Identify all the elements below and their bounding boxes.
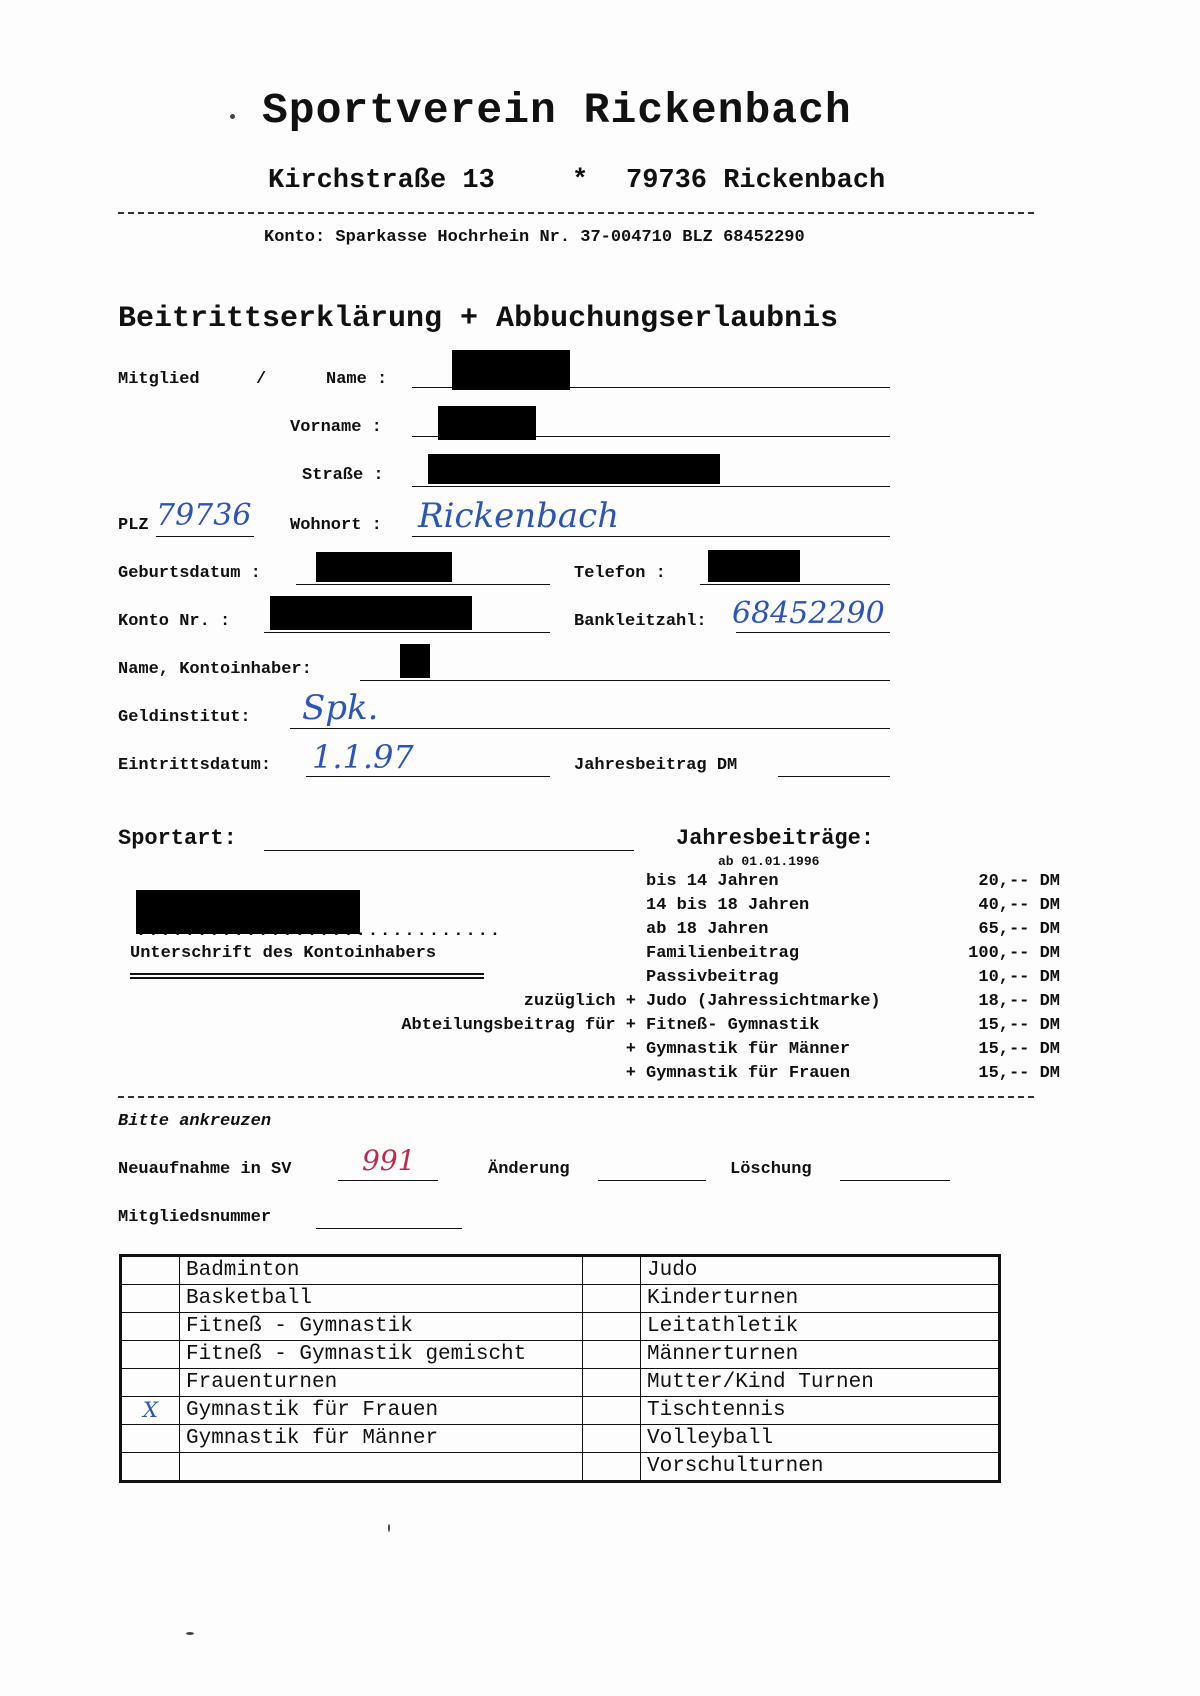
signature-dots: .............................. [136, 922, 503, 941]
checkbox-cell-left[interactable] [121, 1425, 180, 1453]
neuaufnahme-handwritten: 991 [362, 1144, 416, 1177]
sport-name-right: Judo [641, 1256, 1000, 1285]
table-row [121, 1285, 1000, 1313]
sport-name-left: Fitneß - Gymnastik [180, 1313, 583, 1341]
sport-name-right: Leitathletik [641, 1313, 1000, 1341]
checkbox-cell-left[interactable] [121, 1256, 180, 1285]
loeschung-label: Löschung [730, 1160, 812, 1179]
plz-label: PLZ [118, 516, 149, 535]
instruction-text: Bitte ankreuzen [118, 1112, 272, 1131]
fee-prefix: + [625, 1040, 636, 1059]
strasse-label: Straße : [302, 466, 384, 485]
wohnort-label: Wohnort : [290, 516, 382, 535]
form-heading: Beitrittserklärung + Abbuchungserlaubnis [118, 302, 839, 336]
geburtsdatum-field[interactable] [296, 584, 550, 585]
strasse-field[interactable] [412, 486, 890, 487]
fees-since: ab 01.01.1996 [718, 854, 820, 869]
eintrittsdatum-label: Eintrittsdatum: [118, 756, 272, 775]
checkbox-cell-right[interactable] [583, 1397, 641, 1425]
fee-amount: 65,-- DM [978, 920, 1060, 939]
telefon-label: Telefon : [574, 564, 666, 583]
fee-label: Fitneß- Gymnastik [646, 1016, 820, 1035]
checkbox-cell-right[interactable] [583, 1285, 641, 1313]
sport-name-right: Tischtennis [641, 1397, 1000, 1425]
aenderung-label: Änderung [488, 1160, 570, 1179]
fees-heading: Jahresbeiträge: [676, 826, 875, 851]
vorname-label: Vorname : [290, 418, 382, 437]
jahresbeitrag-label: Jahresbeitrag DM [574, 756, 738, 775]
blz-field[interactable] [736, 632, 890, 633]
table-row [121, 1425, 1000, 1453]
konto-label: Konto Nr. : [118, 612, 231, 631]
table-row [121, 1313, 1000, 1341]
sportart-field[interactable] [264, 850, 634, 851]
scan-speck [230, 114, 235, 119]
sport-name-right: Mutter/Kind Turnen [641, 1369, 1000, 1397]
mitgliedsnummer-label: Mitgliedsnummer [118, 1208, 272, 1227]
checkbox-cell-left[interactable] [121, 1313, 180, 1341]
blz-handwritten: 68452290 [732, 596, 885, 631]
fee-amount: 100,-- DM [968, 944, 1060, 963]
club-street: Kirchstraße 13 [268, 166, 495, 196]
geldinstitut-field[interactable] [290, 728, 890, 729]
fee-prefix: + [625, 1064, 636, 1083]
neuaufnahme-label: Neuaufnahme in SV [118, 1160, 292, 1179]
fee-label: Passivbeitrag [646, 968, 779, 987]
signature-double-rule-1 [130, 973, 484, 975]
sport-name-right: Männerturnen [641, 1341, 1000, 1369]
fee-amount: 15,-- DM [978, 1016, 1060, 1035]
wohnort-field[interactable] [412, 536, 890, 537]
checkbox-cell-left[interactable] [121, 1341, 180, 1369]
konto-field[interactable] [264, 632, 550, 633]
checkbox-cell-right[interactable] [583, 1313, 641, 1341]
fee-amount: 40,-- DM [978, 896, 1060, 915]
sport-name-left: Basketball [180, 1285, 583, 1313]
signature-label: Unterschrift des Kontoinhabers [130, 944, 437, 963]
geldinstitut-handwritten: Spk. [302, 688, 379, 728]
sport-name-left: Gymnastik für Männer [180, 1425, 583, 1453]
bank-info: Konto: Sparkasse Hochrhein Nr. 37-004710 BLZ 68452290 [264, 228, 805, 247]
checkbox-cell-left[interactable]: X [121, 1397, 180, 1425]
fee-label: Gymnastik für Männer [646, 1040, 851, 1059]
redaction-konto [270, 596, 472, 630]
kontoinhaber-label: Name, Kontoinhaber: [118, 660, 312, 679]
geldinstitut-label: Geldinstitut: [118, 708, 251, 727]
fee-label: Familienbeitrag [646, 944, 800, 963]
slash: / [256, 370, 267, 389]
sport-name-left: Badminton [180, 1256, 583, 1285]
eintrittsdatum-handwritten: 1.1.97 [312, 738, 414, 776]
scan-speck [186, 1632, 194, 1635]
club-city: 79736 Rickenbach [626, 166, 886, 196]
sport-name-right: Vorschulturnen [641, 1453, 1000, 1482]
sport-name-right: Volleyball [641, 1425, 1000, 1453]
sport-name-right: Kinderturnen [641, 1285, 1000, 1313]
eintrittsdatum-field[interactable] [306, 776, 550, 777]
wohnort-handwritten: Rickenbach [418, 496, 620, 536]
checkbox-cell-right[interactable] [583, 1341, 641, 1369]
blz-label: Bankleitzahl: [574, 612, 707, 631]
checkbox-cell-right[interactable] [583, 1256, 641, 1285]
sports-table [119, 1254, 1001, 1483]
signature-double-rule-2 [130, 977, 484, 979]
sport-name-left [180, 1453, 583, 1482]
address-separator: * [572, 166, 589, 196]
member-label: Mitglied [118, 370, 200, 389]
telefon-field[interactable] [700, 584, 890, 585]
sport-name-left: Fitneß - Gymnastik gemischt [180, 1341, 583, 1369]
redaction-kontoinhaber [400, 644, 430, 678]
checkbox-cell-left[interactable] [121, 1453, 180, 1482]
fee-amount: 15,-- DM [978, 1064, 1060, 1083]
checkbox-cell-right[interactable] [583, 1425, 641, 1453]
table-row [121, 1369, 1000, 1397]
redaction-strasse [428, 454, 720, 484]
redaction-telefon [708, 550, 800, 582]
redaction-vorname [438, 406, 536, 440]
fee-prefix: zuzüglich + [523, 992, 636, 1011]
plz-handwritten: 79736 [156, 498, 252, 533]
table-row [121, 1341, 1000, 1369]
fee-prefix: Abteilungsbeitrag für + [401, 1016, 636, 1035]
geburtsdatum-label: Geburtsdatum : [118, 564, 261, 583]
divider-bottom [118, 1096, 1034, 1098]
kontoinhaber-field[interactable] [360, 680, 890, 681]
mitgliedsnummer-field[interactable] [316, 1228, 462, 1229]
sport-name-left: Frauenturnen [180, 1369, 583, 1397]
fee-label: Gymnastik für Frauen [646, 1064, 851, 1083]
fee-amount: 18,-- DM [978, 992, 1060, 1011]
scan-speck [388, 1524, 390, 1532]
table-row [121, 1397, 1000, 1425]
fee-label: Judo (Jahressichtmarke) [646, 992, 881, 1011]
fee-label: ab 18 Jahren [646, 920, 769, 939]
loeschung-field[interactable] [840, 1180, 950, 1181]
redaction-geburtsdatum [316, 552, 452, 582]
divider-top [118, 212, 1034, 214]
checkbox-cell-left[interactable] [121, 1285, 180, 1313]
sport-name-left: Gymnastik für Frauen [180, 1397, 583, 1425]
table-row [121, 1256, 1000, 1285]
fee-label: 14 bis 18 Jahren [646, 896, 810, 915]
fee-amount: 15,-- DM [978, 1040, 1060, 1059]
checkbox-cell-left[interactable] [121, 1369, 180, 1397]
jahresbeitrag-field[interactable] [778, 776, 890, 777]
fee-amount: 20,-- DM [978, 872, 1060, 891]
sportart-label: Sportart: [118, 826, 237, 851]
fee-amount: 10,-- DM [978, 968, 1060, 987]
table-row [121, 1453, 1000, 1482]
club-title: Sportverein Rickenbach [262, 86, 852, 135]
checkbox-cell-right[interactable] [583, 1369, 641, 1397]
name-label: Name : [326, 370, 388, 389]
aenderung-field[interactable] [598, 1180, 706, 1181]
checkbox-cell-right[interactable] [583, 1453, 641, 1482]
neuaufnahme-field[interactable] [338, 1180, 438, 1181]
redaction-name [452, 350, 570, 390]
fee-label: bis 14 Jahren [646, 872, 779, 891]
plz-field[interactable] [156, 536, 254, 537]
